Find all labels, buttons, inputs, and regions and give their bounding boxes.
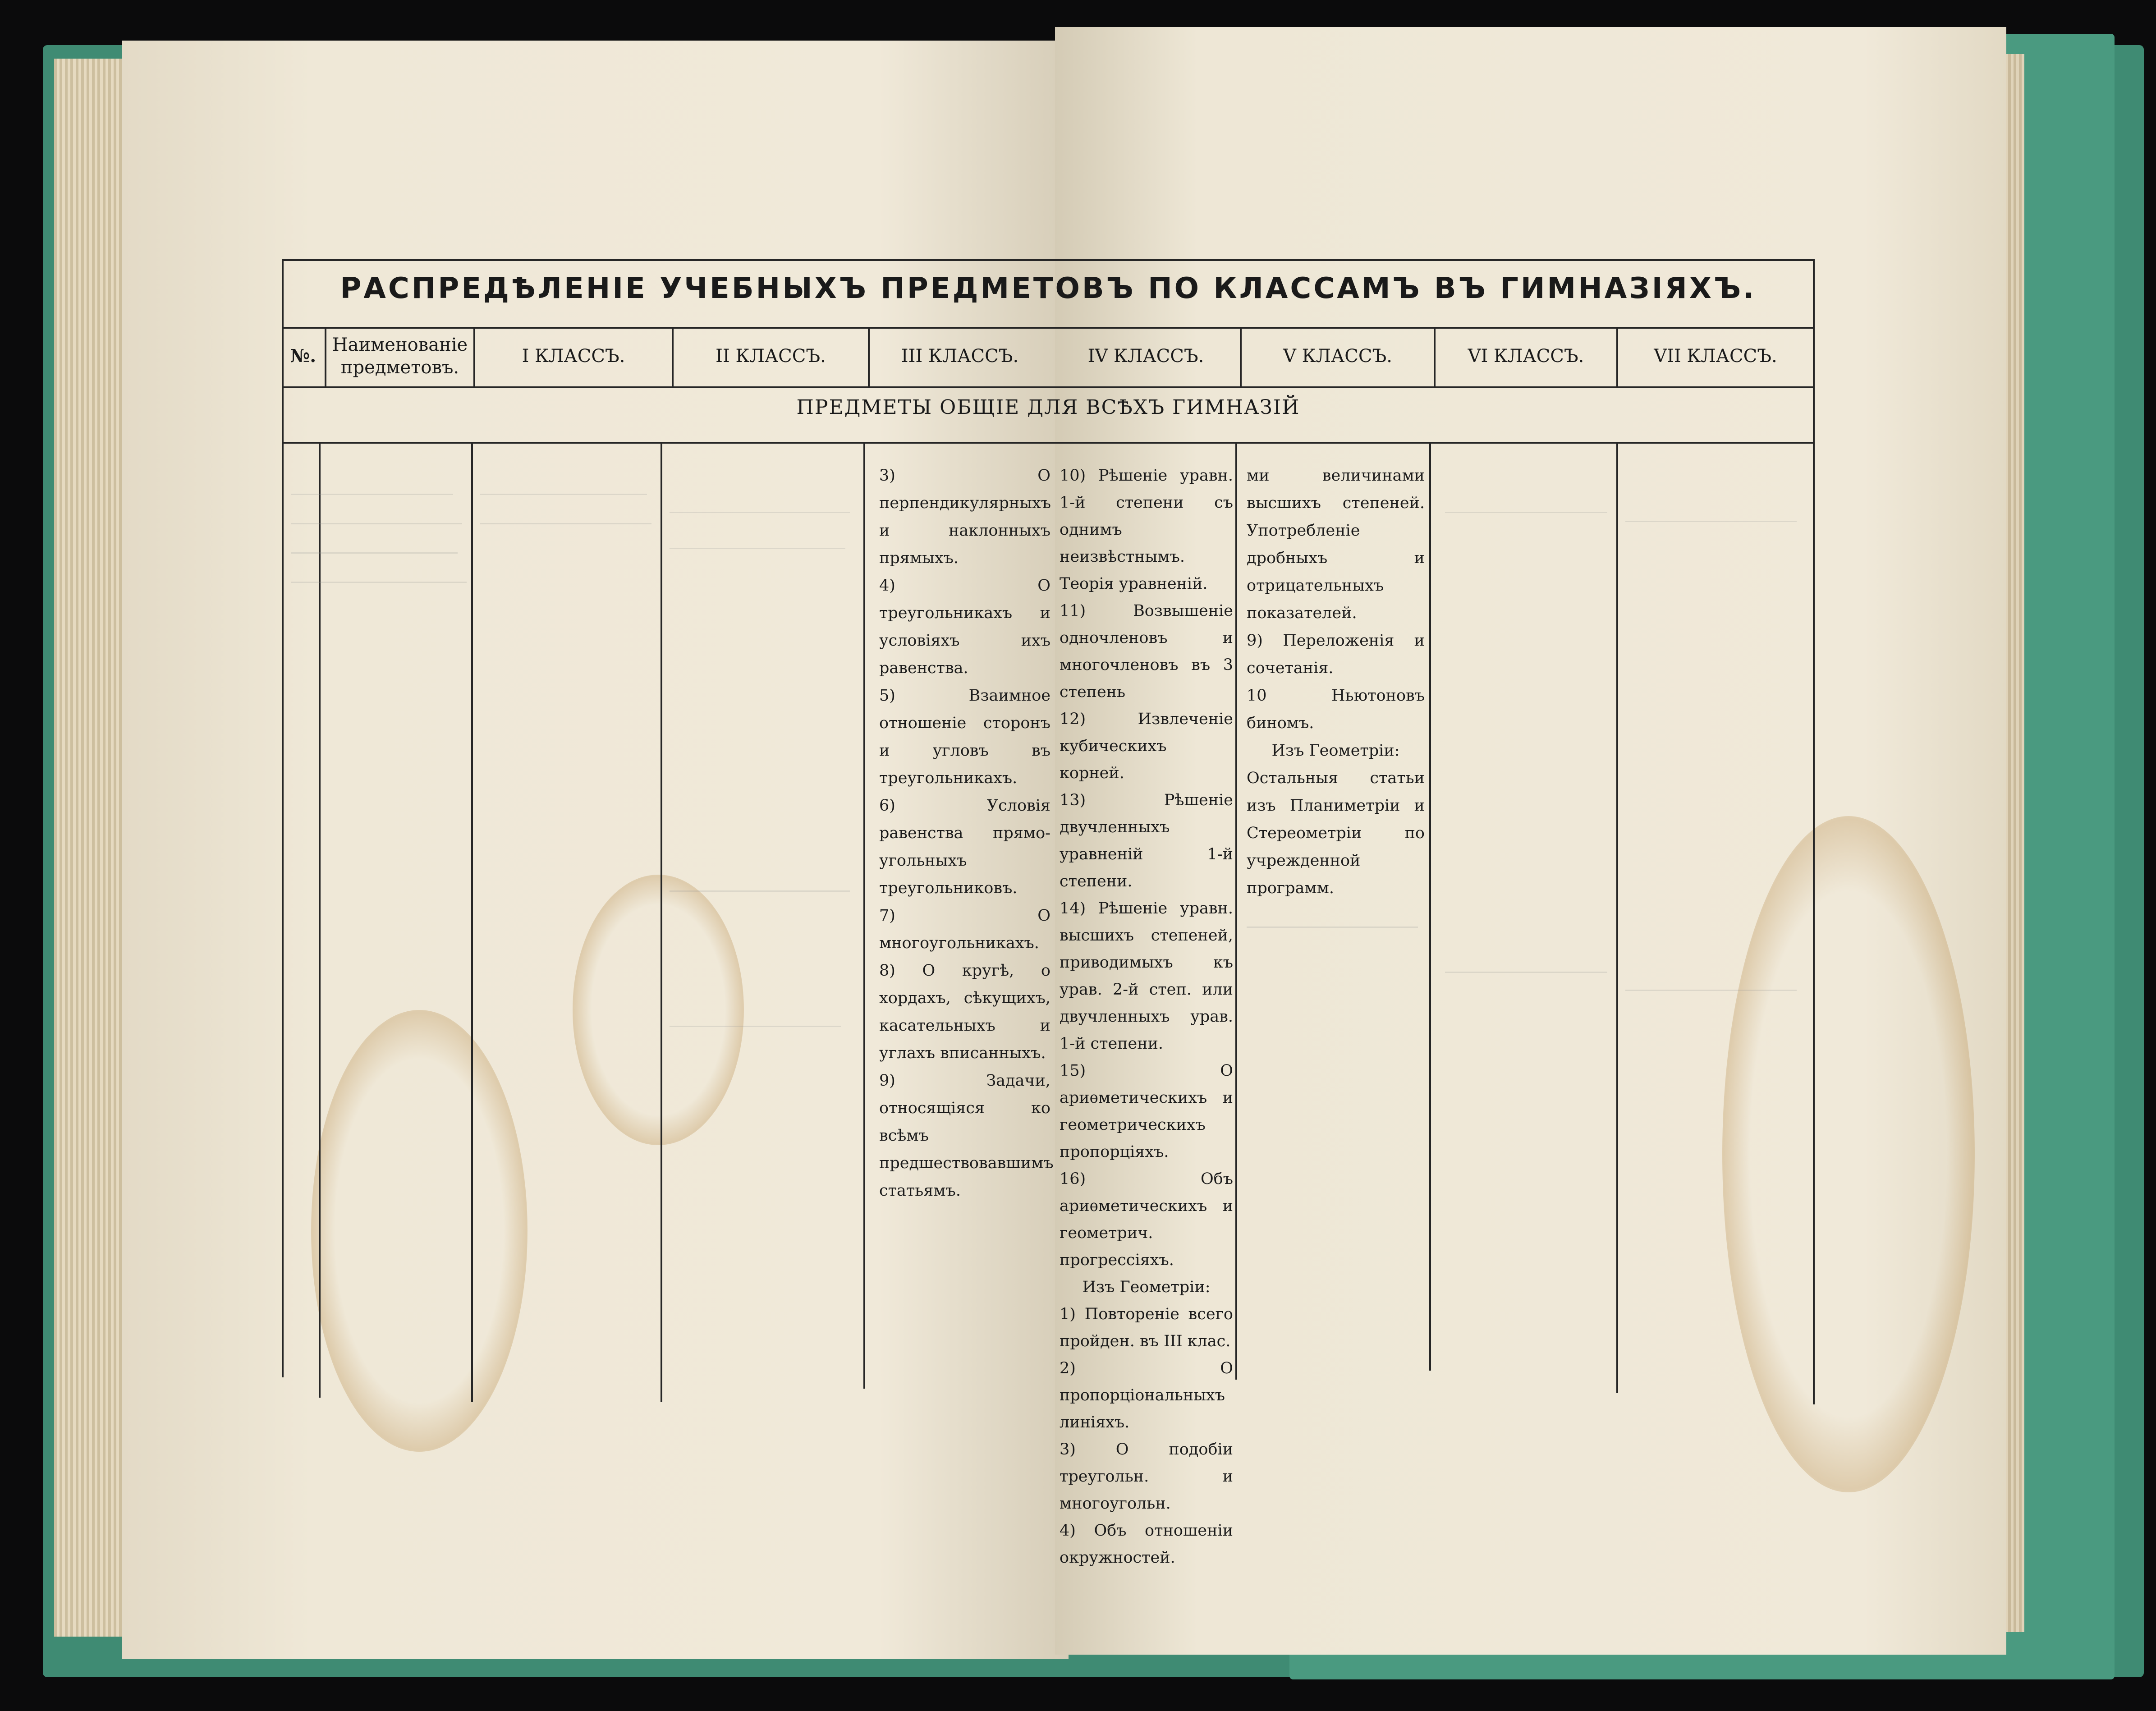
- list-item: 7) О многоугольникахъ.: [879, 907, 1050, 952]
- bleed-through-text: [670, 890, 850, 892]
- list-item: 1) Повтореніе всего пройден. въ III клас.: [1060, 1305, 1233, 1350]
- column-separator: [319, 442, 321, 1398]
- list-item: Изъ Геометріи:: [1271, 742, 1400, 760]
- list-item: 5) Взаимное отношеніе сторонъ и угловъ въ треугольникахъ.: [879, 687, 1050, 787]
- bleed-through-text: [1625, 521, 1797, 522]
- header-class-6: VI КЛАССЪ.: [1468, 346, 1584, 367]
- list-item: 15) О ариѳметическихъ и геометрическихъ пропорціяхъ.: [1060, 1062, 1233, 1161]
- bleed-through-text: [1247, 927, 1418, 928]
- list-item: ми величинами высшихъ степеней. Употребленіе дробныхъ и отрицательныхъ показателей.: [1247, 467, 1425, 622]
- list-item: 9) Переложенія и сочетанія.: [1247, 632, 1425, 677]
- list-item: 10) Рѣшеніе уравн. 1-й степени съ однимъ неизвѣстнымъ.: [1060, 467, 1233, 566]
- header-number: №.: [290, 345, 317, 367]
- class-3-column: [879, 462, 1054, 1205]
- bleed-through-text: [291, 523, 462, 524]
- header-class-4: IV КЛАССЪ.: [1087, 346, 1204, 367]
- header-subjects: Наименованіе предметовъ.: [332, 335, 468, 378]
- list-item: 14) Рѣшеніе уравн. высшихъ степеней, приводимыхъ къ урав. 2-й степ. или двучленныхъ урав. 1-й степени.: [1060, 899, 1233, 1053]
- bleed-through-text: [670, 548, 845, 549]
- bleed-through-text: [291, 494, 453, 495]
- list-item: 13) Рѣшеніе двучленныхъ уравненій 1-й степени.: [1060, 791, 1233, 890]
- table-top-rule: [282, 259, 1815, 261]
- bleed-through-text: [1625, 990, 1797, 991]
- bleed-through-text: [480, 523, 651, 524]
- header-class-5: V КЛАССЪ.: [1283, 346, 1392, 367]
- header-bottom-rule: [282, 386, 1815, 388]
- list-item: 6) Условія равенства прямо-угольныхъ треугольниковъ.: [879, 797, 1050, 897]
- list-item: 8) О кругѣ, о хордахъ, сѣкущихъ, касательныхъ и углахъ вписанныхъ.: [879, 962, 1050, 1062]
- bleed-through-text: [670, 512, 850, 513]
- column-separator: [1429, 442, 1431, 1371]
- header-class-7: VII КЛАССЪ.: [1654, 346, 1777, 367]
- bleed-through-text: [1445, 972, 1607, 973]
- list-item: 2) О пропорціональныхъ линіяхъ.: [1060, 1359, 1233, 1431]
- class-4-column: [1060, 462, 1233, 1571]
- list-item: 16) Объ ариѳметическихъ и геометрич. прогрессіяхъ.: [1060, 1170, 1233, 1269]
- list-item: Теорія уравненій.: [1060, 575, 1208, 593]
- list-item: 11) Возвышеніе одночленовъ и многочленовъ въ 3 степень: [1060, 602, 1233, 701]
- column-separator: [1235, 442, 1237, 1380]
- column-separator: [863, 442, 865, 1389]
- list-item: 9) Задачи, относящіяся ко всѣмъ предшествовавшимъ статьямъ.: [879, 1072, 1054, 1200]
- section-rule: [282, 442, 1815, 444]
- header-class-2: II КЛАССЪ.: [716, 346, 826, 367]
- bleed-through-text: [670, 1026, 841, 1027]
- column-separator: [1616, 442, 1618, 1393]
- bleed-through-text: [291, 552, 458, 554]
- bleed-through-text: [480, 494, 647, 495]
- bleed-through-text: [1445, 512, 1607, 513]
- column-separator: [661, 442, 662, 1402]
- list-item: Остальныя статьи изъ Планиметріи и Стереометріи по учрежденной программ.: [1247, 769, 1425, 897]
- bleed-through-text: [291, 582, 467, 583]
- column-separator: [471, 442, 473, 1402]
- table-right-border: [1813, 259, 1815, 1404]
- list-item: 4) О треугольникахъ и условіяхъ ихъ равенства.: [879, 577, 1050, 677]
- list-item: 12) Извлеченіе кубическихъ корней.: [1060, 710, 1233, 782]
- list-item: 10 Ньютоновъ биномъ.: [1247, 687, 1425, 732]
- section-title: ПРЕДМЕТЫ ОБЩІЕ ДЛЯ ВСѢХЪ ГИМНАЗІЙ: [796, 396, 1300, 419]
- class-5-column: [1247, 462, 1425, 902]
- list-item: Изъ Геометріи:: [1082, 1278, 1211, 1296]
- list-item: 3) О подобіи треугольн. и многоугольн.: [1060, 1440, 1233, 1513]
- list-item: 3) О перпендикулярныхъ и наклонныхъ прямыхъ.: [879, 467, 1051, 567]
- table-title: РАСПРЕДѢЛЕНІЕ УЧЕБНЫХЪ ПРЕДМЕТОВЪ ПО КЛАССАМЪ ВЪ ГИМНАЗІЯХЪ.: [340, 272, 1757, 305]
- header-class-3: III КЛАССЪ.: [901, 346, 1019, 367]
- class-distribution-table: [282, 259, 1815, 1567]
- table-left-border: [282, 259, 284, 1377]
- list-item: 4) Объ отношеніи окружностей.: [1060, 1522, 1233, 1567]
- header-class-1: I КЛАССЪ.: [522, 346, 625, 367]
